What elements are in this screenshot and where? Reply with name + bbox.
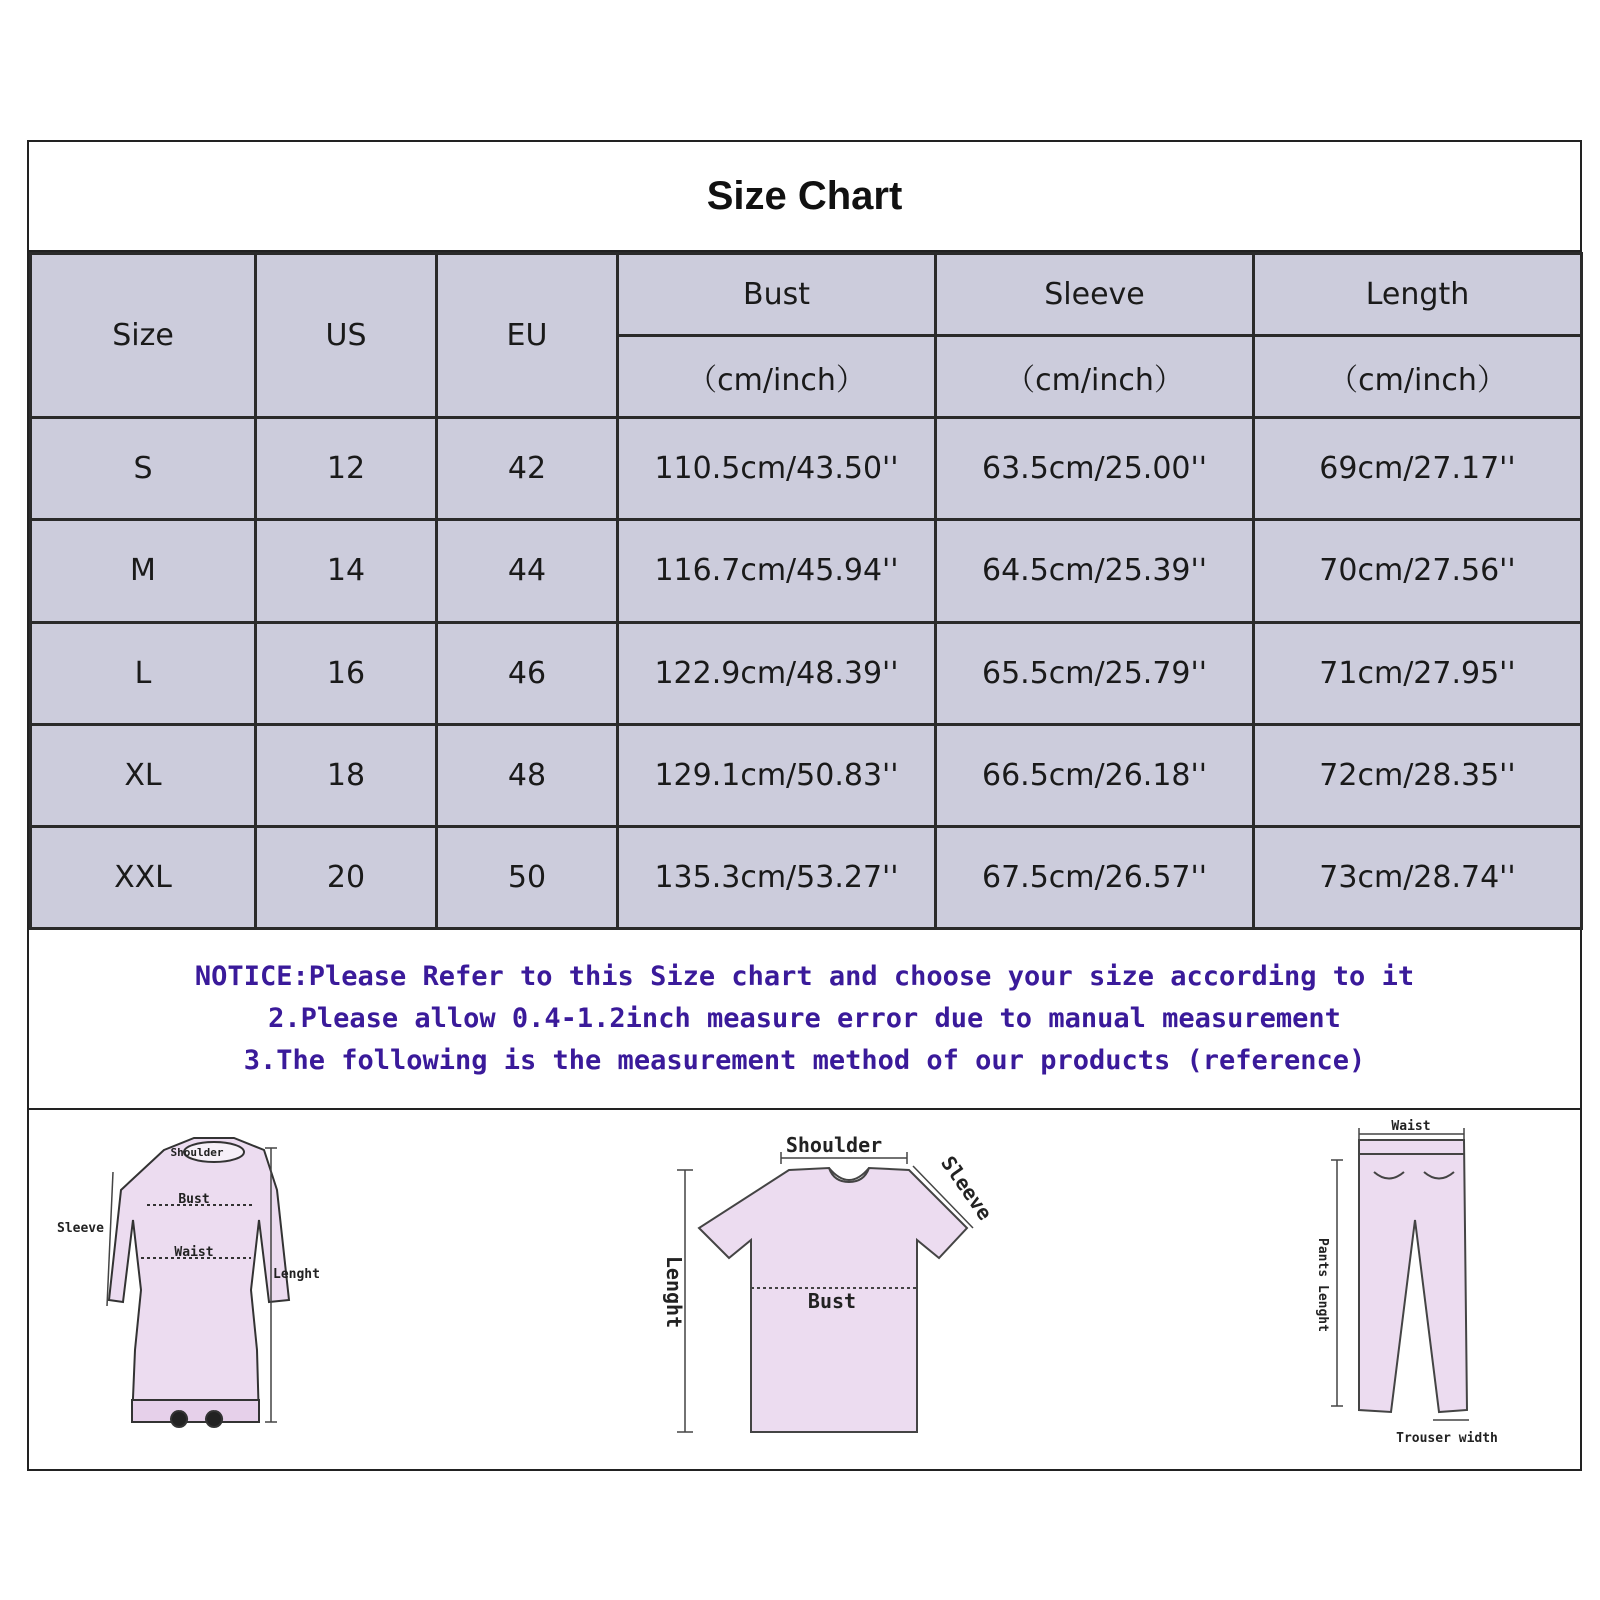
cell-bust: 122.9cm/48.39'' bbox=[618, 622, 936, 724]
cell-size: XXL bbox=[31, 826, 256, 928]
notice-line-2: 2.Please allow 0.4-1.2inch measure error due to manual measurement bbox=[268, 1003, 1341, 1034]
table-row bbox=[31, 418, 1582, 520]
cell-sleeve: 66.5cm/26.18'' bbox=[936, 724, 1254, 826]
cell-eu: 48 bbox=[437, 724, 618, 826]
cell-length: 71cm/27.95'' bbox=[1254, 622, 1582, 724]
measurement-diagrams bbox=[29, 1110, 1580, 1471]
table-row bbox=[31, 622, 1582, 724]
notice-block bbox=[29, 930, 1580, 1110]
header-bust-unit: （cm/inch） bbox=[618, 336, 936, 418]
cell-us: 20 bbox=[256, 826, 437, 928]
dress-bust-label: Bust bbox=[178, 1192, 210, 1207]
pants-illustration bbox=[1359, 1140, 1467, 1412]
cell-size: L bbox=[31, 622, 256, 724]
size-chart-frame bbox=[27, 140, 1582, 1471]
cell-eu: 44 bbox=[437, 520, 618, 622]
table-row bbox=[31, 724, 1582, 826]
tshirt-sleeve-label: Sleeve bbox=[936, 1151, 998, 1225]
cell-size: XL bbox=[31, 724, 256, 826]
dress-waist-label: Waist bbox=[174, 1245, 214, 1260]
header-length-unit: （cm/inch） bbox=[1254, 336, 1582, 418]
measurement-figures bbox=[29, 1110, 1580, 1471]
cell-us: 14 bbox=[256, 520, 437, 622]
table-header-row bbox=[31, 254, 1582, 336]
header-size: Size bbox=[31, 254, 256, 418]
header-us: US bbox=[256, 254, 437, 418]
header-sleeve: Sleeve bbox=[936, 254, 1254, 336]
cell-length: 70cm/27.56'' bbox=[1254, 520, 1582, 622]
pants-width-label: Trouser width bbox=[1396, 1431, 1498, 1446]
size-chart-title: Size Chart bbox=[29, 142, 1580, 252]
tshirt-shoulder-label: Shoulder bbox=[785, 1133, 883, 1157]
cell-bust: 135.3cm/53.27'' bbox=[618, 826, 936, 928]
header-eu: EU bbox=[437, 254, 618, 418]
cell-sleeve: 67.5cm/26.57'' bbox=[936, 826, 1254, 928]
size-table bbox=[29, 252, 1583, 930]
pants-waist-label: Waist bbox=[1391, 1119, 1431, 1134]
cell-length: 73cm/28.74'' bbox=[1254, 826, 1582, 928]
cell-size: S bbox=[31, 418, 256, 520]
cell-eu: 42 bbox=[437, 418, 618, 520]
cell-us: 12 bbox=[256, 418, 437, 520]
notice-line-3: 3.The following is the measurement method of our products (reference) bbox=[243, 1045, 1366, 1076]
cell-bust: 110.5cm/43.50'' bbox=[618, 418, 936, 520]
header-bust: Bust bbox=[618, 254, 936, 336]
cell-length: 72cm/28.35'' bbox=[1254, 724, 1582, 826]
cell-sleeve: 63.5cm/25.00'' bbox=[936, 418, 1254, 520]
notice-line-1: NOTICE:Please Refer to this Size chart and choose your size according to it bbox=[194, 961, 1415, 992]
cell-sleeve: 65.5cm/25.79'' bbox=[936, 622, 1254, 724]
cell-sleeve: 64.5cm/25.39'' bbox=[936, 520, 1254, 622]
tshirt-bust-label: Bust bbox=[807, 1289, 857, 1313]
cell-bust: 129.1cm/50.83'' bbox=[618, 724, 936, 826]
header-sleeve-unit: （cm/inch） bbox=[936, 336, 1254, 418]
tshirt-length-label: Lenght bbox=[662, 1255, 686, 1329]
header-length: Length bbox=[1254, 254, 1582, 336]
cell-eu: 50 bbox=[437, 826, 618, 928]
cell-size: M bbox=[31, 520, 256, 622]
cell-bust: 116.7cm/45.94'' bbox=[618, 520, 936, 622]
dress-shoulder-label: Shoulder bbox=[170, 1146, 224, 1159]
table-row bbox=[31, 826, 1582, 928]
dress-length-label: Lenght bbox=[273, 1267, 320, 1282]
cell-us: 18 bbox=[256, 724, 437, 826]
dress-illustration bbox=[109, 1138, 289, 1427]
cell-eu: 46 bbox=[437, 622, 618, 724]
pants-length-label: Pants Lenght bbox=[1315, 1238, 1330, 1332]
cell-us: 16 bbox=[256, 622, 437, 724]
table-row bbox=[31, 520, 1582, 622]
dress-sleeve-label: Sleeve bbox=[57, 1221, 104, 1236]
cell-length: 69cm/27.17'' bbox=[1254, 418, 1582, 520]
